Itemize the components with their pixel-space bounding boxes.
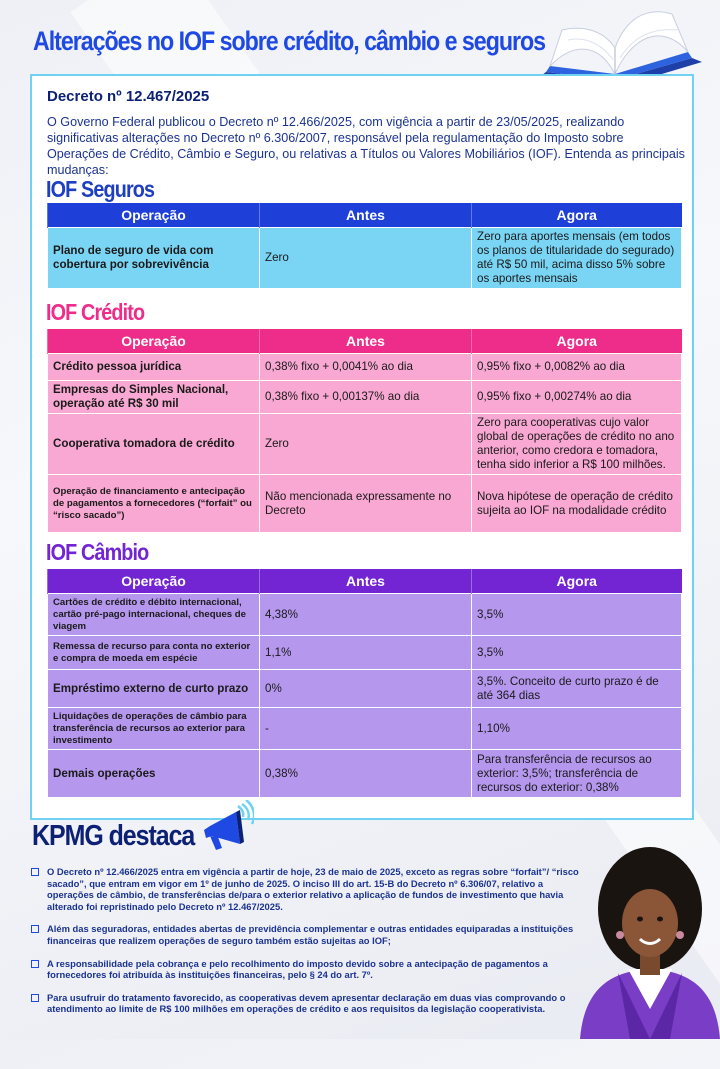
table-row [48,414,682,475]
table-row [48,228,682,289]
list-item [31,958,591,981]
list-item [31,866,591,912]
table-row [48,708,682,750]
cell-operacao: Crédito pessoa jurídica [48,354,260,381]
section-title-credito: IOF Crédito [46,299,145,325]
cell-agora: 3,5%. Conceito de curto prazo é de até 364 dias [472,670,682,708]
checkbox-bullet-icon [31,868,39,876]
table-credito [47,329,682,533]
column-header-antes: Antes [260,329,472,354]
cell-agora: Zero para aportes mensais (em todos os planos de titularidade do segurado) até R$ 50 mil, acima disso 5% sobre os aportes mensais [472,228,682,289]
checkbox-bullet-icon [31,925,39,933]
column-header-agora: Agora [472,569,682,594]
bullet-text: A responsabilidade pela cobrança e pelo recolhimento do imposto devido sobre a antecipação de pagamentos a fornecedores foi atribuída às instituições financeiras, pelo § 24 do art. 7º. [47,957,548,981]
cell-agora: Para transferência de recursos ao exterior: 3,5%; transferência de recursos do exterior: 0,38% [472,750,682,798]
cell-antes: 1,1% [260,636,472,670]
cell-operacao: Plano de seguro de vida com cobertura por sobrevivência [48,228,260,289]
list-item [31,992,591,1015]
cell-agora: 3,5% [472,636,682,670]
checkbox-bullet-icon [31,960,39,968]
table-seguros [47,203,682,289]
section-title-seguros: IOF Seguros [46,176,155,202]
section-title-cambio: IOF Câmbio [46,539,149,565]
column-header-operacao: Operação [48,203,260,228]
column-header-operacao: Operação [48,569,260,594]
destaca-title: KPMG destaca [32,820,195,852]
cell-operacao: Cartões de crédito e débito internacional, cartão pré-pago internacional, cheques de viagem [48,594,260,636]
table-cambio [47,569,682,798]
cell-antes: Zero [260,414,472,475]
cell-antes: 0,38% [260,750,472,798]
table-row [48,636,682,670]
cell-operacao: Demais operações [48,750,260,798]
intro-paragraph: O Governo Federal publicou o Decreto nº 12.466/2025, com vigência a partir de 23/05/2025, realizando significativas alterações no Decreto nº 6.306/2007, responsável pela regulamentação do Imposto sobre Operações de Crédito, Câmbio e Seguro, ou relativas a Títulos ou Valores Mobiliários (IOF). Entenda as principais mudanças: [47,115,685,177]
cell-antes: Não mencionada expressamente no Decreto [260,475,472,533]
list-item [31,923,591,946]
cell-agora: 1,10% [472,708,682,750]
cell-agora: 0,95% fixo + 0,00274% ao dia [472,381,682,414]
cell-agora: 0,95% fixo + 0,0082% ao dia [472,354,682,381]
column-header-antes: Antes [260,569,472,594]
column-header-antes: Antes [260,203,472,228]
table-row [48,354,682,381]
megaphone-icon [196,800,254,854]
table-header-row [48,569,682,594]
decree-title: Decreto nº 12.467/2025 [47,88,210,105]
bullet-text: Além das seguradoras, entidades abertas de previdência complementar e outras entidades equiparadas a instituições financeiras que realizem operações de seguro também estão sujeitas ao IOF; [47,923,574,946]
table-row [48,475,682,533]
table-row [48,381,682,414]
cell-antes: 0,38% fixo + 0,00137% ao dia [260,381,472,414]
cell-agora: Nova hipótese de operação de crédito sujeita ao IOF na modalidade crédito [472,475,682,533]
destaca-list [31,866,591,1026]
cell-antes: - [260,708,472,750]
cell-antes: Zero [260,228,472,289]
bullet-text: O Decreto nº 12.466/2025 entra em vigência a partir de hoje, 23 de maio de 2025, exceto as regras sobre “forfait”/ “risco sacado”, que entram em vigor em 1º de junho de 2025. O inciso III do art. 15-B do Decreto nº 6.306/07, relativo a operações de câmbio, de transferências de/para o exterior relativo a aplicação de fundos de investimento que havia alterado foi repristinado pelo Decreto nº 12.467/2025. [47,866,579,912]
table-header-row [48,329,682,354]
checkbox-bullet-icon [31,994,39,1002]
content-panel [30,74,694,820]
column-header-agora: Agora [472,329,682,354]
cell-operacao: Empresas do Simples Nacional, operação até R$ 30 mil [48,381,260,414]
cell-antes: 4,38% [260,594,472,636]
person-illustration [570,839,720,1039]
cell-agora: Zero para cooperativas cujo valor global de operações de crédito no ano anterior, como credora e tomadora, tenha sido inferior a R$ 100 milhões. [472,414,682,475]
page-title: Alterações no IOF sobre crédito, câmbio e seguros [33,26,546,56]
column-header-operacao: Operação [48,329,260,354]
cell-operacao: Cooperativa tomadora de crédito [48,414,260,475]
cell-antes: 0% [260,670,472,708]
cell-antes: 0,38% fixo + 0,0041% ao dia [260,354,472,381]
column-header-agora: Agora [472,203,682,228]
table-row [48,670,682,708]
table-row [48,750,682,798]
cell-operacao: Liquidações de operações de câmbio para transferência de recursos ao exterior para investimento [48,708,260,750]
cell-operacao: Remessa de recurso para conta no exterior e compra de moeda em espécie [48,636,260,670]
table-header-row [48,203,682,228]
cell-operacao: Empréstimo externo de curto prazo [48,670,260,708]
cell-operacao: Operação de financiamento e antecipação de pagamentos a fornecedores (“forfait” ou “risco sacado”) [48,475,260,533]
cell-agora: 3,5% [472,594,682,636]
bullet-text: Para usufruir do tratamento favorecido, as cooperativas devem apresentar declaração em duas vias comprovando o atendimento ao limite de R$ 100 milhões em operações de crédito e aos requisitos da legislação cooperativista. [47,991,566,1015]
table-row [48,594,682,636]
